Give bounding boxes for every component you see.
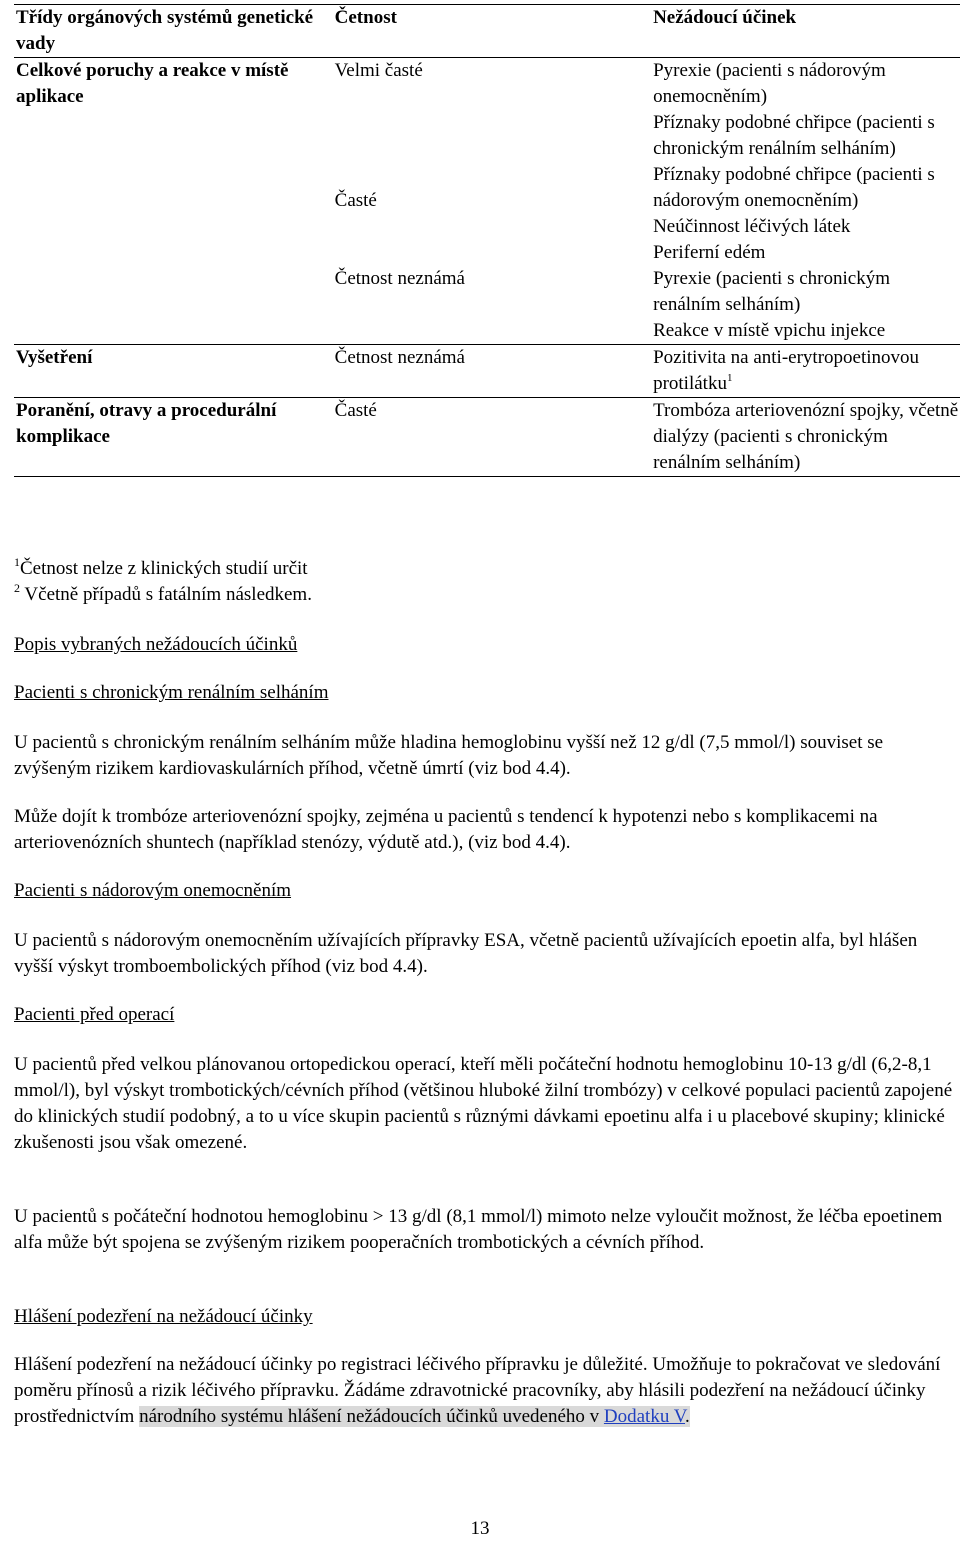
effect-item: Pyrexie (pacienti s nádorovým onemocněním) <box>653 60 886 107</box>
frequency-common: Časté <box>334 190 377 211</box>
adverse-effect-cell <box>651 58 960 345</box>
highlighted-text: národního systému hlášení nežádoucích účinků uvedeného v Dodatku V. <box>139 1406 690 1427</box>
table-row <box>14 58 960 345</box>
paragraph-ckd-2: Může dojít k trombóze arteriovenózní spojky, zejména u pacientů s tendencí k hypotenzi nebo s komplikacemi na arteriovenózních shuntech (například stenózy, výdutě atd.), (viz bod 4.4). <box>14 806 878 853</box>
effect-item: Periferní edém <box>653 242 766 263</box>
paragraph-ckd-1: U pacientů s chronickým renálním selháním může hladina hemoglobinu vyšší než 12 g/dl (7,5 mmol/l) souviset se zvýšeným rizikem kardiovaskulárních příhod, včetně úmrtí (viz bod 4.4). <box>14 732 884 779</box>
adverse-effect-cell <box>651 345 960 398</box>
frequency-unknown: Četnost neznámá <box>334 268 465 289</box>
table-row <box>14 345 960 398</box>
subheading-surgery: Pacienti před operací <box>14 1004 175 1025</box>
frequency-cell: Časté <box>333 398 651 477</box>
paragraph-surgery-2: U pacientů s počáteční hodnotou hemoglobinu > 13 g/dl (8,1 mmol/l) mimoto nelze vyloučit možnost, že léčba epoetinem alfa může být spojena se zvýšeným rizikem pooperačních trombotických a cévních příhod. <box>14 1206 943 1253</box>
frequency-very-common: Velmi časté <box>334 60 423 81</box>
frequency-cell <box>333 58 651 345</box>
effect-item: Příznaky podobné chřipce (pacienti s nádorovým onemocněním) <box>653 164 935 211</box>
section-heading: Popis vybraných nežádoucích účinků <box>14 634 298 655</box>
effect-item: Příznaky podobné chřipce (pacienti s chronickým renálním selháním) <box>653 112 935 159</box>
effect-item: Reakce v místě vpichu injekce <box>653 320 886 341</box>
subheading-cancer: Pacienti s nádorovým onemocněním <box>14 880 292 901</box>
subheading-reporting: Hlášení podezření na nežádoucí účinky <box>14 1306 313 1327</box>
effect-item: Neúčinnost léčivých látek <box>653 216 851 237</box>
header-soc: Třídy orgánových systémů genetické vady <box>14 5 333 58</box>
effect-item: Pozitivita na anti-erytropoetinovou protilátku <box>653 347 920 394</box>
soc-cell: Celkové poruchy a reakce v místě aplikace <box>14 58 333 345</box>
paragraph-cancer-1: U pacientů s nádorovým onemocněním užívajících přípravky ESA, včetně pacientů užívajících epoetin alfa, byl hlášen vyšší výskyt tromboembolických příhod (viz bod 4.4). <box>14 930 918 977</box>
header-frequency: Četnost <box>333 5 651 58</box>
table-footnotes <box>14 556 312 608</box>
header-adverse-effect: Nežádoucí účinek <box>651 5 960 58</box>
table-header-row <box>14 5 960 58</box>
adverse-effects-table <box>14 4 960 477</box>
footnote-ref: 1 <box>726 371 733 384</box>
soc-cell: Vyšetření <box>14 345 333 398</box>
footnote-1: $^1$Četnost nelze z klinických studií určit <box>14 554 308 579</box>
effect-item: Pyrexie (pacienti s chronickým renálním selháním) <box>653 268 890 315</box>
appendix-v-link[interactable]: Dodatku V <box>603 1406 686 1427</box>
subheading-ckd: Pacienti s chronickým renálním selháním <box>14 682 329 703</box>
paragraph-surgery-1: U pacientů před velkou plánovanou ortopedickou operací, kteří měli počáteční hodnotu hemoglobinu 10-13 g/dl (6,2-8,1 mmol/l), byl výskyt trombotických/cévních příhod (většinou hluboké žilní trombózy) v celkové populaci pacientů zapojené do klinických studií podobný, a to u více skupin pacientů s různými dávkami epoetinu alfa i u placebové skupiny; klinické zkušenosti jsou však omezené. <box>14 1054 953 1153</box>
footnote-2: $^2$ Včetně případů s fatálním následkem. <box>14 580 312 605</box>
soc-cell: Poranění, otravy a procedurální komplikace <box>14 398 333 477</box>
page-number: 13 <box>470 1518 490 1539</box>
paragraph-reporting: Hlášení podezření na nežádoucí účinky po registraci léčivého přípravku je důležité. Umožňuje to pokračovat ve sledování poměru přínosů a rizik léčivého přípravku. Žádáme zdravotnické pracovníky, aby hlásili podezření na nežádoucí účinky prostřednictvím národního systému hlášení nežádoucích účinků uvedeného v Dodatku V. <box>14 1354 941 1427</box>
table-row <box>14 398 960 477</box>
adverse-effect-cell: Trombóza arteriovenózní spojky, včetně dialýzy (pacienti s chronickým renálním selháním) <box>651 398 960 477</box>
frequency-cell: Četnost neznámá <box>333 345 651 398</box>
